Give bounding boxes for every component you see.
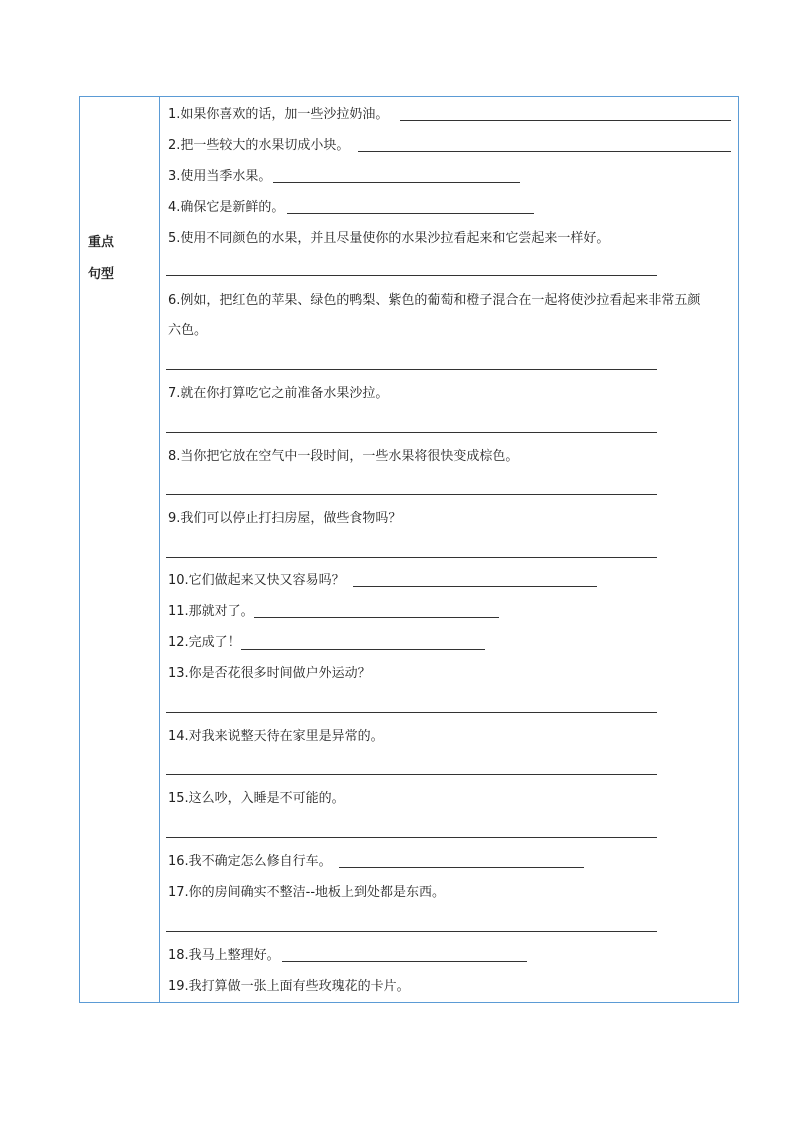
key-sentences-table xyxy=(79,96,739,1003)
sentence-5: 5.使用不同颜色的水果，并且尽量使你的水果沙拉看起来和它尝起来一样好。 xyxy=(168,231,610,246)
answer-line-10[interactable] xyxy=(353,586,597,587)
sentence-6a: 6.例如，把红色的苹果、绿色的鸭梨、紫色的葡萄和橙子混合在一起将使沙拉看起来非常五颜 xyxy=(168,293,701,308)
label-line-1: 重点 xyxy=(88,235,115,250)
sentence-3: 3.使用当季水果。 xyxy=(168,169,272,184)
answer-line-7[interactable] xyxy=(166,432,657,433)
answer-line-4[interactable] xyxy=(287,213,534,214)
sentence-14: 14.对我来说整天待在家里是异常的。 xyxy=(168,729,384,744)
answer-line-5[interactable] xyxy=(166,275,657,276)
sentence-11: 11.那就对了。 xyxy=(168,604,254,619)
label-line-2: 句型 xyxy=(88,267,115,282)
sentence-16: 16.我不确定怎么修自行车。 xyxy=(168,854,332,869)
sentence-15: 15.这么吵，入睡是不可能的。 xyxy=(168,791,345,806)
answer-line-1[interactable] xyxy=(400,120,731,121)
answer-line-8[interactable] xyxy=(166,494,657,495)
sentence-17: 17.你的房间确实不整洁--地板上到处都是东西。 xyxy=(168,885,446,900)
answer-line-16[interactable] xyxy=(339,867,584,868)
answer-line-18[interactable] xyxy=(282,961,527,962)
answer-line-15[interactable] xyxy=(166,837,657,838)
answer-line-11[interactable] xyxy=(254,617,499,618)
answer-line-3[interactable] xyxy=(273,182,520,183)
sentence-10: 10.它们做起来又快又容易吗？ xyxy=(168,573,345,588)
sentence-18: 18.我马上整理好。 xyxy=(168,948,280,963)
answer-line-6[interactable] xyxy=(166,369,657,370)
label-cell xyxy=(80,97,160,1002)
sentence-12: 12.完成了！ xyxy=(168,635,241,650)
sentence-4: 4.确保它是新鲜的。 xyxy=(168,200,285,215)
sentence-1: 1.如果你喜欢的话，加一些沙拉奶油。 xyxy=(168,107,389,122)
sentence-9: 9.我们可以停止打扫房屋，做些食物吗？ xyxy=(168,511,402,526)
answer-line-14[interactable] xyxy=(166,774,657,775)
sentence-8: 8.当你把它放在空气中一段时间，一些水果将很快变成棕色。 xyxy=(168,449,519,464)
answer-line-9[interactable] xyxy=(166,557,657,558)
answer-line-13[interactable] xyxy=(166,712,657,713)
answer-line-17[interactable] xyxy=(166,931,657,932)
sentence-6b: 六色。 xyxy=(168,323,208,338)
sentences-cell xyxy=(160,97,738,1002)
sentence-19: 19.我打算做一张上面有些玫瑰花的卡片。 xyxy=(168,979,410,994)
answer-line-12[interactable] xyxy=(241,649,485,650)
sentence-13: 13.你是否花很多时间做户外运动？ xyxy=(168,666,371,681)
sentence-2: 2.把一些较大的水果切成小块。 xyxy=(168,138,350,153)
sentence-7: 7.就在你打算吃它之前准备水果沙拉。 xyxy=(168,386,389,401)
answer-line-2[interactable] xyxy=(358,151,731,152)
